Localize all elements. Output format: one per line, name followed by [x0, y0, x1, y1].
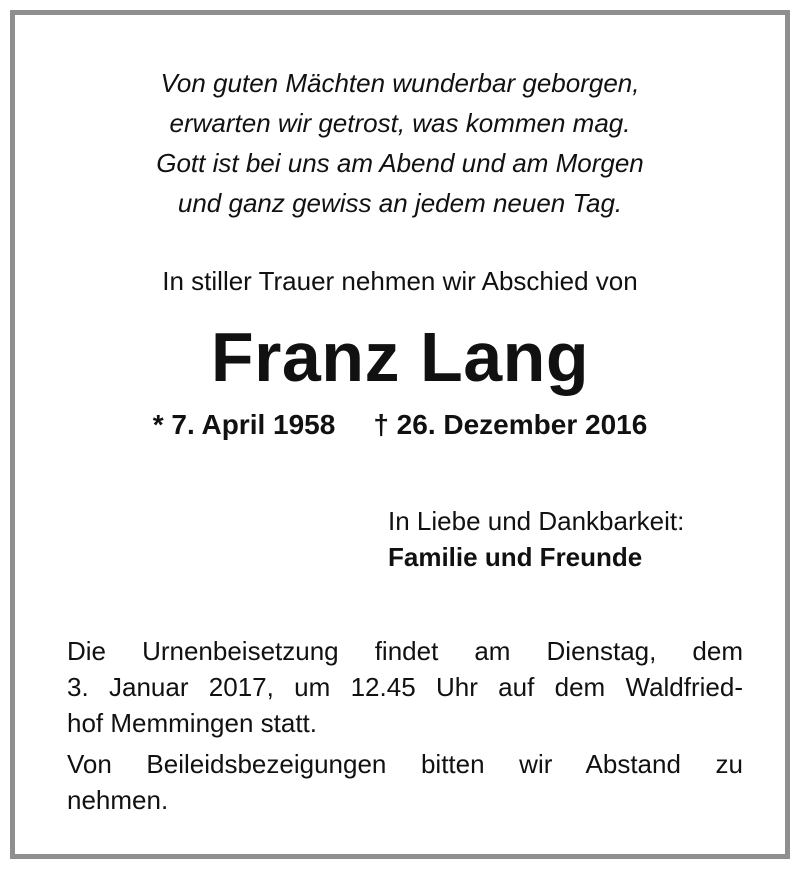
funeral-notice	[67, 633, 743, 741]
obituary-card	[10, 10, 790, 859]
death-date: † 26. Dezember 2016	[373, 409, 648, 440]
condolence-line: Von Beileidsbezeigungen bitten wir Abstand zu	[67, 749, 743, 779]
signoff-block	[388, 503, 684, 575]
signoff-family: Familie und Freunde	[388, 542, 643, 572]
poem-line: und ganz gewiss an jedem neuen Tag.	[177, 188, 623, 218]
deceased-name: Franz Lang	[210, 318, 590, 396]
life-dates	[15, 407, 785, 443]
funeral-line: hof Memmingen statt.	[67, 708, 317, 738]
signoff-line: In Liebe und Dankbarkeit:	[388, 506, 685, 536]
poem-line: erwarten wir getrost, was kommen mag.	[169, 108, 631, 138]
poem-verse	[15, 63, 785, 223]
funeral-line: Die Urnenbeisetzung findet am Dienstag, dem	[67, 636, 743, 666]
poem-line: Von guten Mächten wunderbar geborgen,	[160, 68, 640, 98]
condolence-notice	[67, 746, 743, 818]
mourning-intro: In stiller Trauer nehmen wir Abschied von	[162, 266, 638, 296]
funeral-line: 3. Januar 2017, um 12.45 Uhr auf dem Waldfried-	[67, 672, 743, 702]
birth-date: * 7. April 1958	[152, 409, 336, 440]
poem-line: Gott ist bei uns am Abend und am Morgen	[156, 148, 644, 178]
condolence-line: nehmen.	[67, 785, 169, 815]
